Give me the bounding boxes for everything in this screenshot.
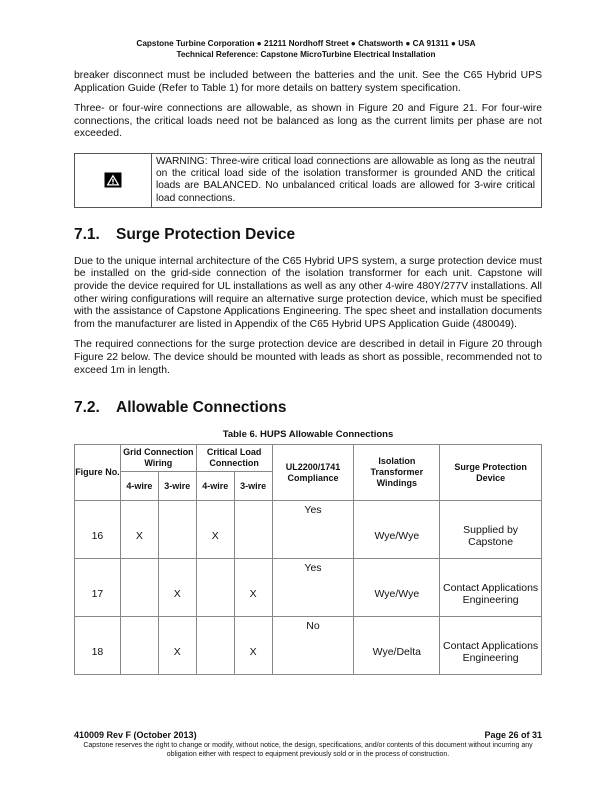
- section-number: 7.2.: [74, 399, 100, 417]
- cell-ul: No: [272, 617, 354, 675]
- page-header: [0, 38, 612, 60]
- header-grid-3wire: 3-wire: [158, 472, 196, 501]
- allowable-connections-table: [74, 444, 542, 675]
- cell-grid-4wire: X: [120, 501, 158, 559]
- cell-surge: Supplied by Capstone: [440, 501, 542, 559]
- paragraph-wire-connections: Three- or four-wire connections are allowable, as shown in Figure 20 and Figure 21. For four-wire connections, the critical loads need not be balanced as long as the current limits per phase are not exceeded.: [74, 103, 542, 140]
- cell-grid-3wire: X: [158, 559, 196, 617]
- header-address: Capstone Turbine Corporation ● 21211 Nordhoff Street ● Chatsworth ● CA 91311 ● USA: [136, 39, 476, 48]
- header-critical-3wire: 3-wire: [234, 472, 272, 501]
- cell-critical-4wire: [196, 559, 234, 617]
- section-heading-allowable-connections: [74, 399, 542, 417]
- table-caption: Table 6. HUPS Allowable Connections: [222, 429, 394, 441]
- section-title: Surge Protection Device: [116, 225, 296, 243]
- cell-grid-4wire: [120, 617, 158, 675]
- header-grid-4wire: 4-wire: [120, 472, 158, 501]
- warning-icon: [104, 172, 122, 188]
- cell-surge: Contact Applications Engineering: [440, 617, 542, 675]
- cell-grid-4wire: [120, 559, 158, 617]
- page-content: [74, 70, 542, 675]
- header-surge: Surge Protection Device: [440, 445, 542, 501]
- cell-critical-3wire: X: [234, 559, 272, 617]
- cell-critical-4wire: X: [196, 501, 234, 559]
- warning-icon-cell: [75, 154, 152, 207]
- cell-figure: 17: [75, 559, 121, 617]
- header-critical: Critical Load Connection: [196, 445, 272, 472]
- paragraph-battery-breaker: breaker disconnect must be included between the batteries and the unit. See the C65 Hybrid UPS Application Guide (Refer to Table 1) for more details on battery system specification.: [74, 70, 542, 94]
- header-grid: Grid Connection Wiring: [120, 445, 196, 472]
- cell-figure: 18: [75, 617, 121, 675]
- header-figure: Figure No.: [75, 445, 121, 501]
- cell-figure: 16: [75, 501, 121, 559]
- table-row: [75, 501, 542, 559]
- footer-doc-id: 410009 Rev F (October 2013): [74, 730, 197, 740]
- cell-surge: Contact Applications Engineering: [440, 559, 542, 617]
- table-header-row: [75, 445, 542, 472]
- page-footer: [74, 730, 542, 759]
- cell-isolation: Wye/Wye: [354, 501, 440, 559]
- header-isolation: Isolation Transformer Windings: [354, 445, 440, 501]
- section-number: 7.1.: [74, 225, 100, 243]
- cell-critical-3wire: X: [234, 617, 272, 675]
- cell-ul: Yes: [272, 501, 354, 559]
- cell-critical-3wire: [234, 501, 272, 559]
- cell-isolation: Wye/Delta: [354, 617, 440, 675]
- paragraph-surge-device: Due to the unique internal architecture of the C65 Hybrid UPS system, a surge protection device must be installed on the grid-side connection of the isolation transformer for each unit. Capstone will provide the device required for UL installations as well as any other 4-wire 480Y/277V installations. All other wiring configurations will require an alternative surge protection device, which must be specified with the assistance of Capstone Applications Engineering. The spec sheet and installation documents from the manufacturer are listed in Appendix of the C65 Hybrid UPS Application Guide (480049).: [74, 255, 542, 330]
- header-ul: UL2200/1741 Compliance: [272, 445, 354, 501]
- footer-page-number: Page 26 of 31: [484, 730, 542, 740]
- table-row: [75, 559, 542, 617]
- cell-grid-3wire: X: [158, 617, 196, 675]
- table-row: [75, 617, 542, 675]
- cell-grid-3wire: [158, 501, 196, 559]
- section-title: Allowable Connections: [116, 399, 287, 417]
- footer-disclaimer: Capstone reserves the right to change or modify, without notice, the design, specifications, and/or contents of this document without incurring any obligation either with respect to equipment previously sold or in the process of construction.: [83, 742, 533, 758]
- warning-text: WARNING: Three-wire critical load connections are allowable as long as the neutral on the critical load side of the isolation transformer is grounded AND the critical loads are BALANCED. No unbalanced critical loads are allowed for 3-wire critical load connections.: [156, 155, 535, 204]
- section-heading-surge-protection: [74, 226, 542, 244]
- cell-isolation: Wye/Wye: [354, 559, 440, 617]
- header-subtitle: Technical Reference: Capstone MicroTurbine Electrical Installation: [176, 50, 436, 59]
- header-critical-4wire: 4-wire: [196, 472, 234, 501]
- warning-box: [74, 153, 542, 208]
- cell-ul: Yes: [272, 559, 354, 617]
- cell-critical-4wire: [196, 617, 234, 675]
- paragraph-surge-connections: The required connections for the surge protection device are described in detail in Figure 20 through Figure 22 below. The device should be mounted with leads as short as possible, recommended not to exceed 1m in length.: [74, 339, 542, 376]
